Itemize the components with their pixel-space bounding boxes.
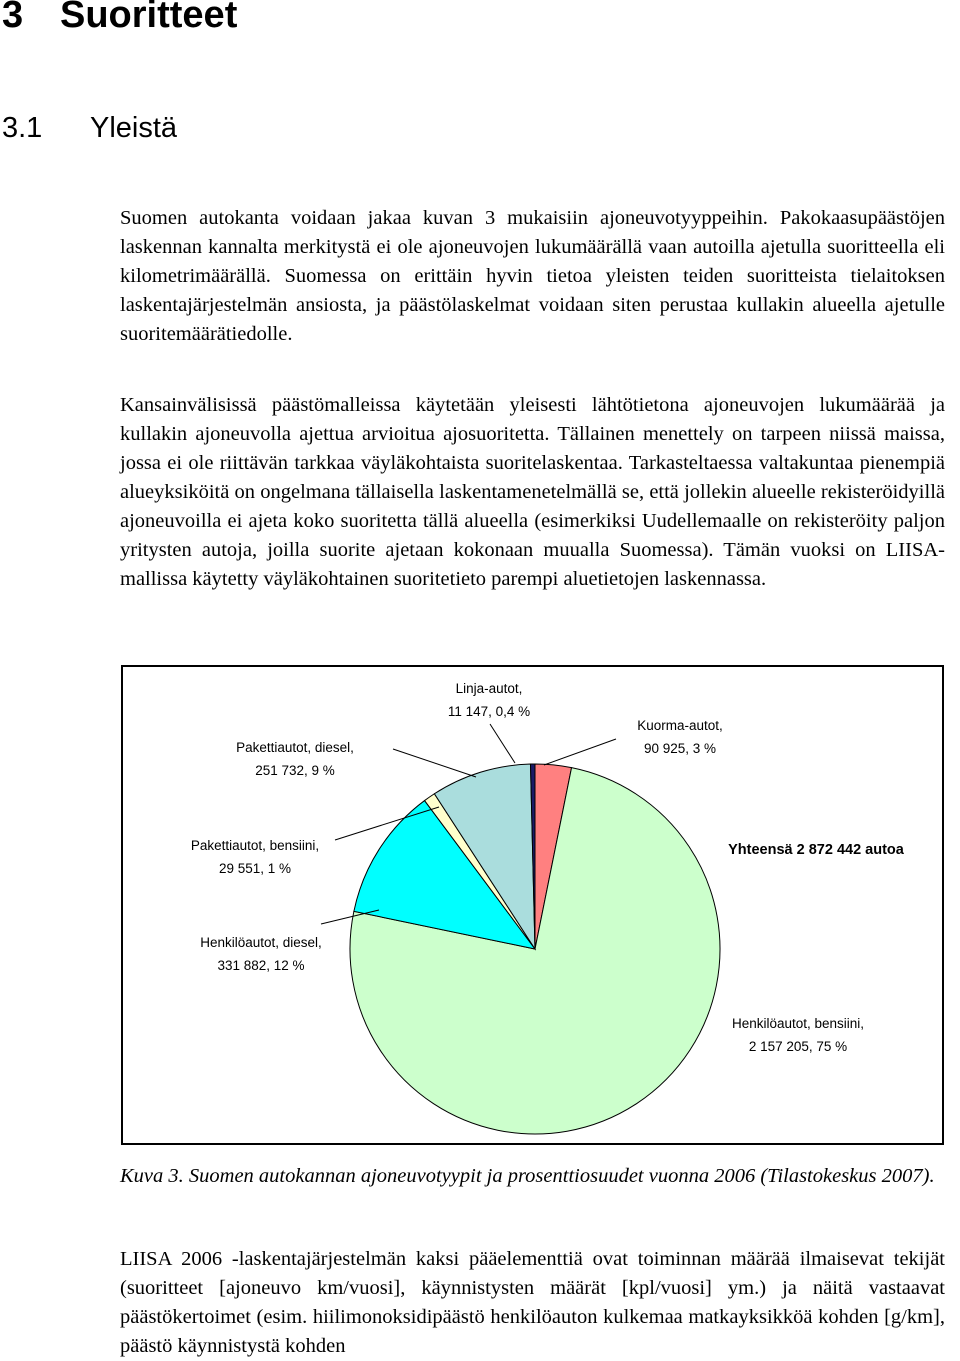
subsection-title: Yleistä — [90, 112, 178, 144]
leader-line-0 — [544, 739, 616, 765]
figure-caption: Kuva 3. Suomen autokannan ajoneuvotyypit ja prosenttiosuudet vuonna 2006 (Tilastokeskus 2007). — [120, 1165, 935, 1187]
leader-line-4 — [393, 749, 476, 777]
slice-label-2-line2: 331 882, 12 % — [217, 958, 305, 973]
slice-label-5-line2: 11 147, 0,4 % — [447, 704, 531, 719]
paragraph-1: Suomen autokanta voidaan jakaa kuvan 3 mukaisiin ajoneuvotyyppeihin. Pakokaasupäästöjen laskennan kannalta merkitystä ei ole ajoneuvojen lukumäärällä vaan autoilla ajetulla suoritteella eli kilometrimäärällä. Suomessa on erittäin hyvin tietoa yleisten teiden suoritteista tielaitoksen laskentajärjestelmän ansiosta, ja päästölaskelmat voidaan siten perustaa kullakin alueella ajetulle suoritemäärätiedolle. — [120, 207, 945, 345]
section-title: Suoritteet — [60, 0, 238, 36]
leader-line-5 — [490, 724, 515, 763]
pie-chart — [123, 667, 946, 1147]
slice-label-2-line1: Henkilöautot, diesel, — [200, 935, 322, 950]
section-heading — [2, 0, 237, 37]
slice-label-1-line1: Henkilöautot, bensiini, — [731, 1016, 865, 1031]
pie-chart-frame — [121, 665, 944, 1145]
slice-label-3-line1: Pakettiautot, bensiini, — [190, 838, 320, 853]
total-label: Yhteensä 2 872 442 autoa — [728, 842, 904, 858]
slice-label-4-line1: Pakettiautot, diesel, — [236, 740, 354, 755]
subsection-heading — [2, 112, 177, 145]
section-number: 3 — [2, 0, 24, 36]
subsection-number: 3.1 — [2, 112, 43, 144]
slice-label-4-line2: 251 732, 9 % — [255, 763, 335, 778]
paragraph-2: Kansainvälisissä päästömalleissa käytetään yleisesti lähtötietona ajoneuvojen lukumäärää ja kullakin ajoneuvolla ajettua arvioitua ajosuoritetta. Tällainen menettely on tarpeen niissä maissa, jossa ei ole riittävän tarkkaa väyläkohtaista suoritelaskentaa. Tarkasteltaessa valtakuntaa pienempiä alueyksiköitä on ongelmana tällaisella laskentamenetelmällä se, että jollekin alueelle rekisteröidyillä ajoneuvoilla ei ajeta koko suoritetta tällä alueella (esimerkiksi Uudellemaalle on rekisteröity paljon yritysten autoja, joilla suorite ajetaan kokonaan muualla Suomessa). Tämän vuoksi on LIISA-mallissa käytetty väyläkohtainen suoritetieto parempi aluetietojen laskennassa. — [120, 394, 945, 590]
slice-label-0-line1: Kuorma-autot, — [637, 718, 723, 733]
slice-label-1-line2: 2 157 205, 75 % — [748, 1039, 848, 1054]
paragraph-3: LIISA 2006 -laskentajärjestelmän kaksi pääelementtiä ovat toiminnan määrää ilmaisevat tekijät (suoritteet [ajoneuvo km/vuosi], käynnistysten määrät [kpl/vuosi] ym.) ja näitä vastaavat päästökertoimet (esim. hiilimonoksidipäästö henkilöauton kulkemaa matkayksikköä kohden [g/km], päästö käynnistystä kohden — [120, 1248, 945, 1357]
slice-label-0-line2: 90 925, 3 % — [643, 741, 717, 756]
slice-label-3-line2: 29 551, 1 % — [218, 861, 292, 876]
slice-label-5-line1: Linja-autot, — [455, 681, 523, 696]
